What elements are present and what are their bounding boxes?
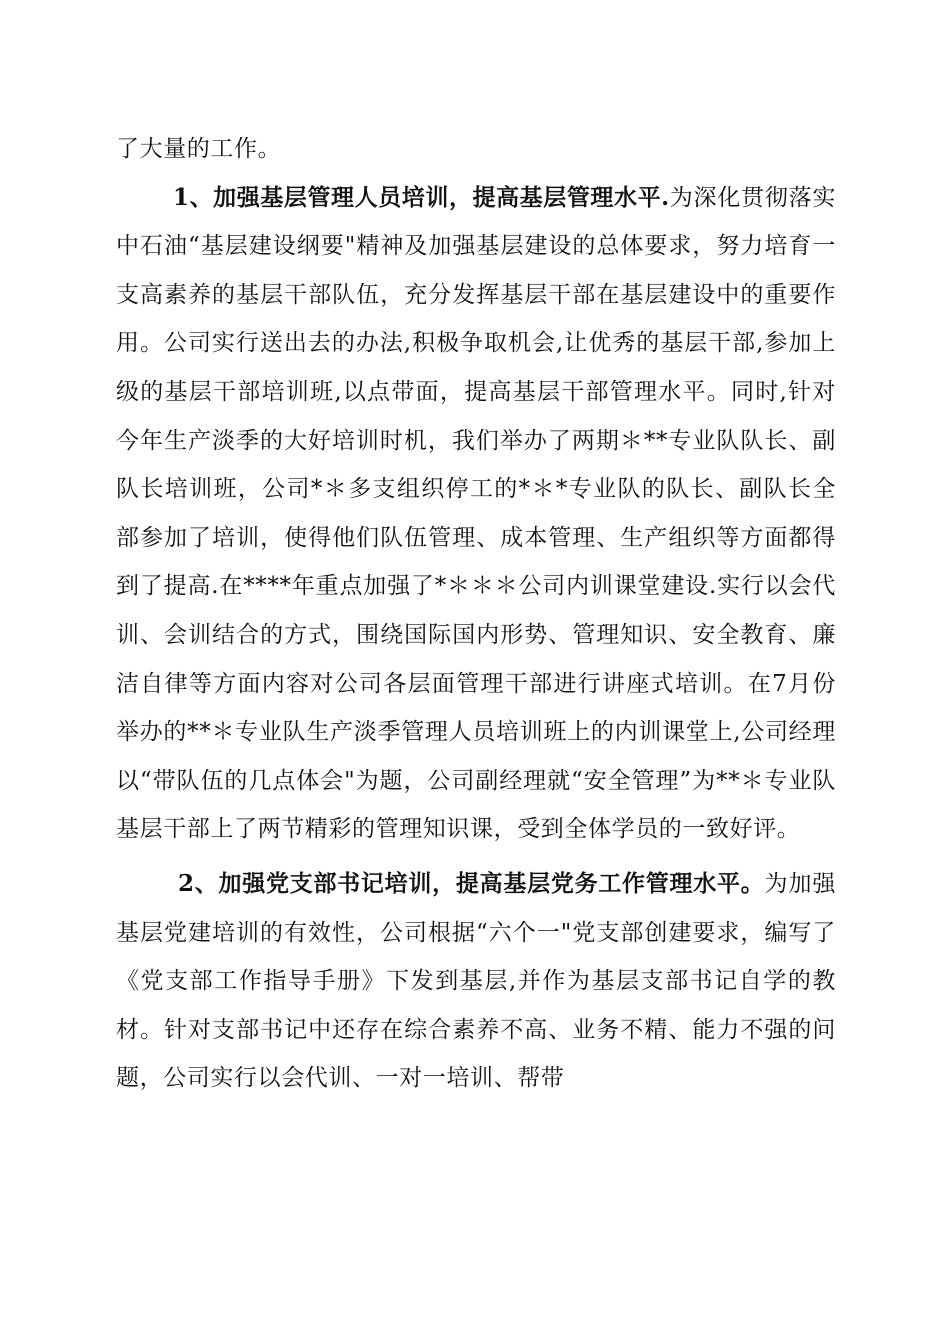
section-heading: 1、加强基层管理人员培训，提高基层管理水平. bbox=[173, 183, 670, 211]
paragraph-text: 为深化贯彻落实中石油“基层建设纲要"精神及加强基层建设的总体要求，努力培育一支高素养的基层干部队伍，充分发挥基层干部在基层建设中的重要作用。公司实行送出去的办法,积极争取机会,让优秀的基层干部,参加上级的基层干部培训班,以点带面，提高基层干部管理水平。同时,针对今年生产淡季的大好培训时机，我们举办了两期＊**专业队队长、副队长培训班，公司*＊多支组织停工的*＊*专业队的队长、副队长全部参加了培训，使得他们队伍管理、成本管理、生产组织等方面都得到了提高.在****年重点加强了*＊＊＊公司内训课堂建设.实行以会代训、会训结合的方式，围绕国际国内形势、管理知识、安全教育、廉洁自律等方面内容对公司各层面管理干部进行讲座式培训。在7月份举办的**＊专业队生产淡季管理人员培训班上的内训课堂上,公司经理以“带队伍的几点体会"为题，公司副经理就“安全管理”为**＊专业队基层干部上了两节精彩的管理知识课，受到全体学员的一致好评。 bbox=[116, 184, 837, 843]
paragraph-section-1 bbox=[116, 174, 836, 854]
paragraph-section-2 bbox=[116, 860, 836, 1103]
paragraph-text: 为加强基层党建培训的有效性，公司根据“六个一"党支部创建要求，编写了《党支部工作指导手册》下发到基层,并作为基层支部书记自学的教材。针对支部书记中还存在综合素养不高、业务不精、能力不强的问题，公司实行以会代训、一对一培训、帮带 bbox=[116, 870, 836, 1092]
paragraph-continuation bbox=[116, 125, 836, 174]
section-heading: 2、加强党支部书记培训，提高基层党务工作管理水平。 bbox=[178, 869, 765, 897]
paragraph-text: 了大量的工作。 bbox=[116, 136, 282, 162]
document-page bbox=[116, 125, 836, 1103]
